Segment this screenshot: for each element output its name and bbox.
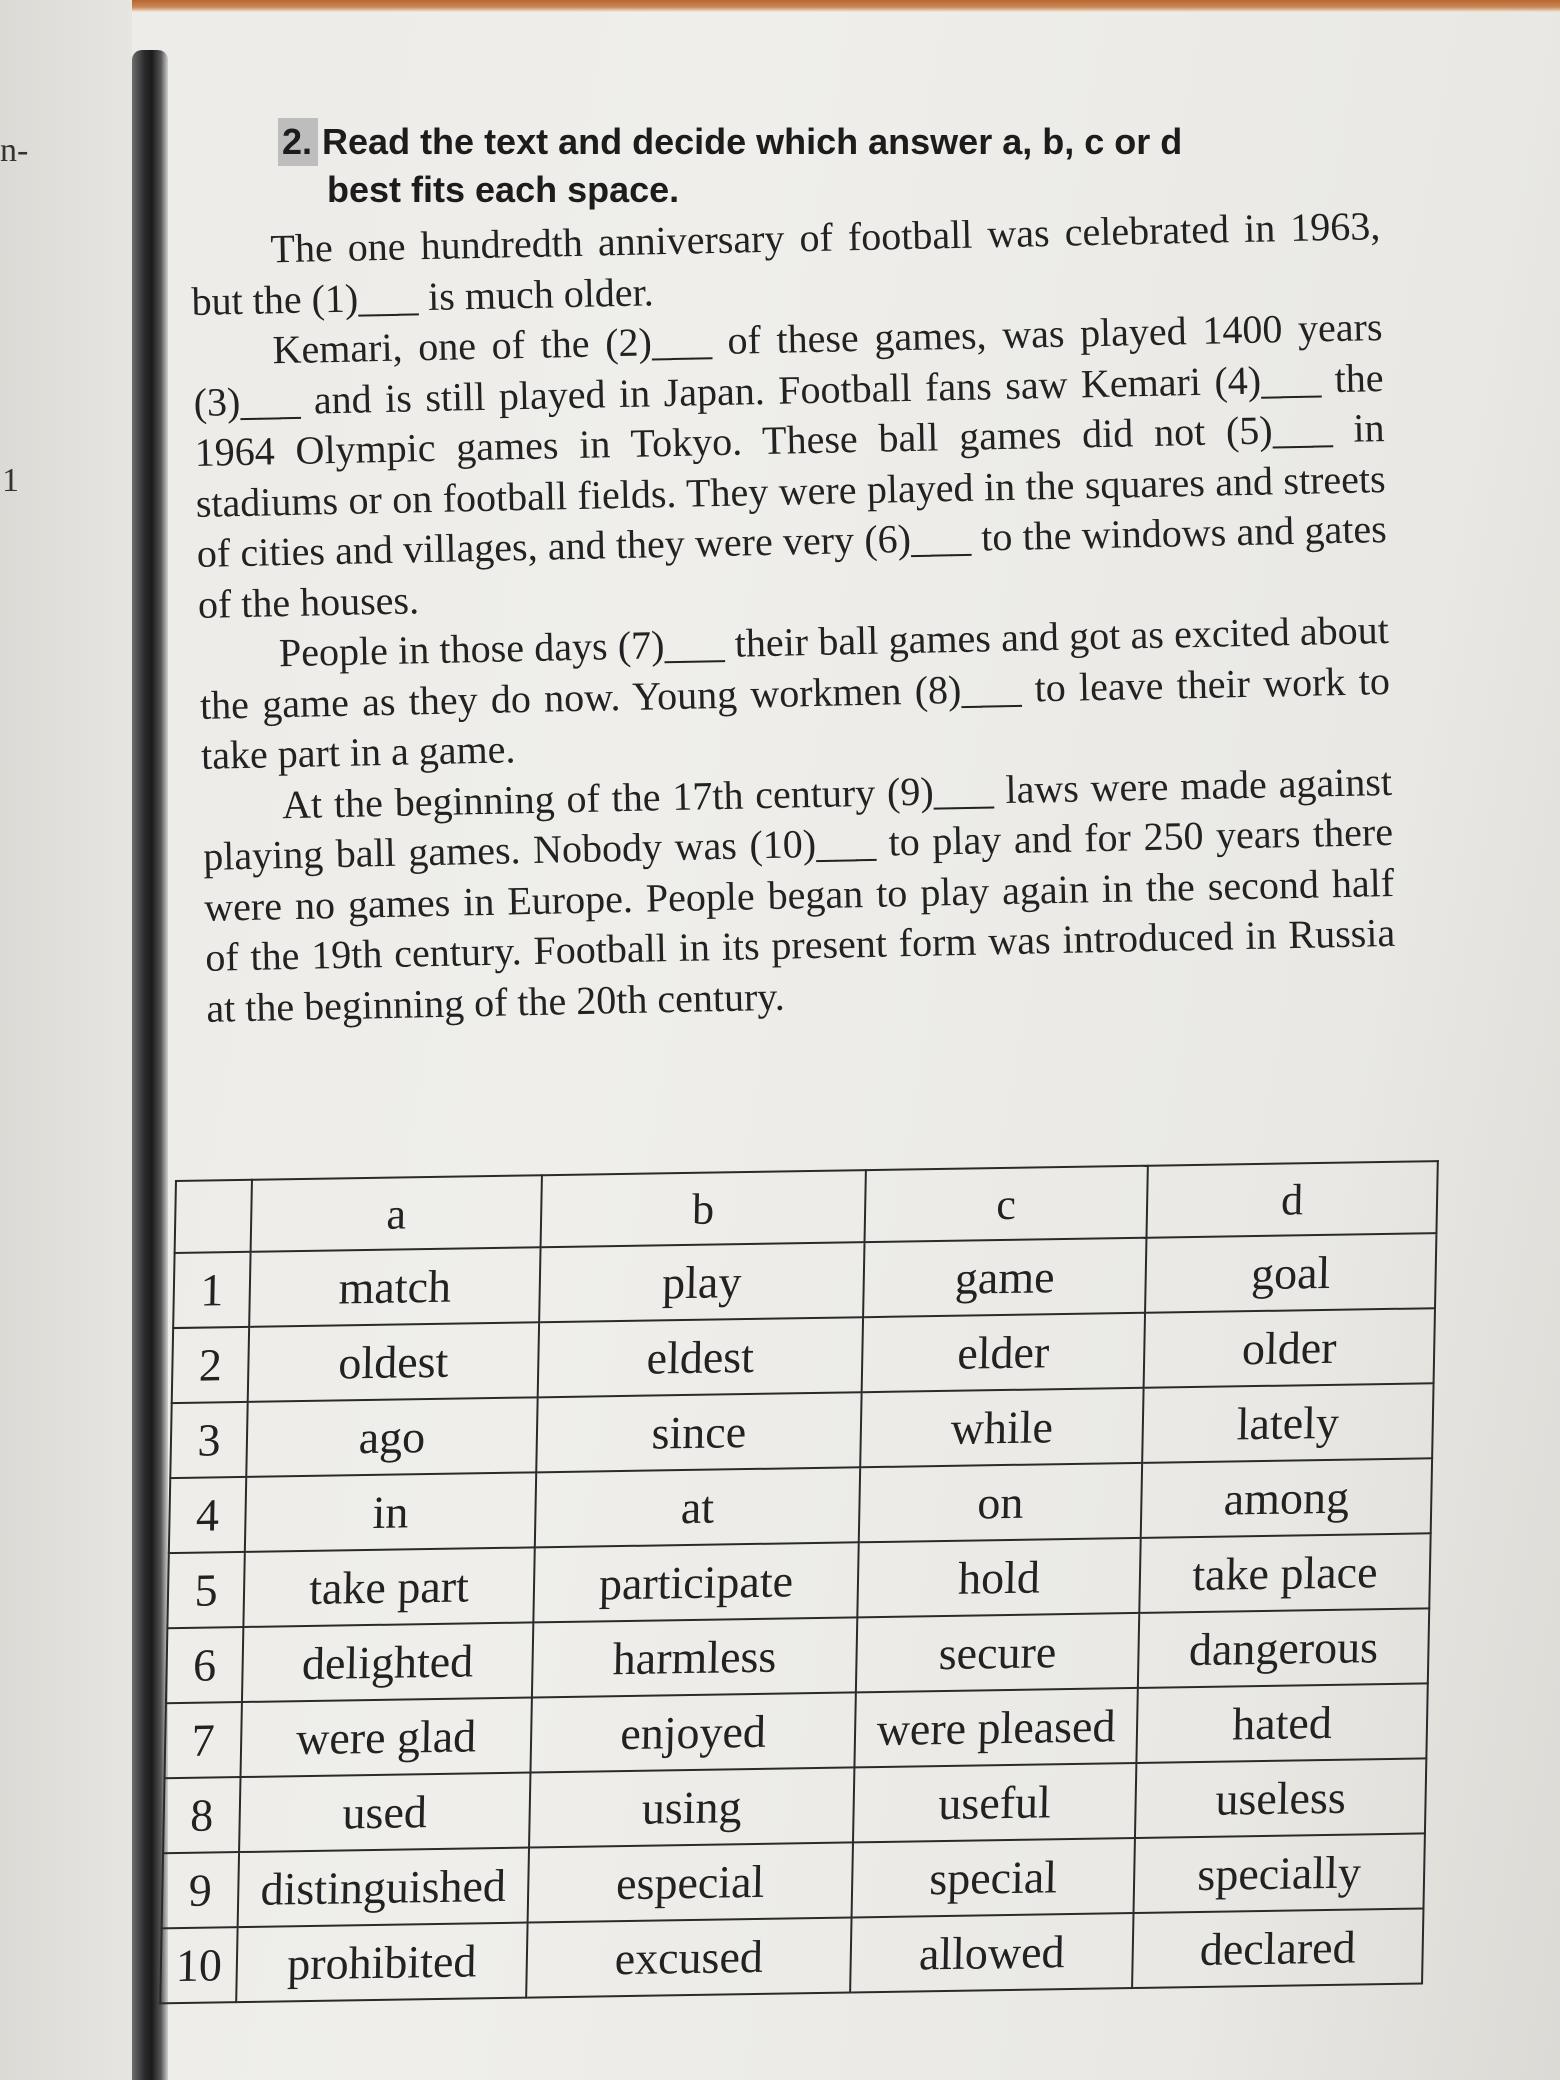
margin-text-top: n- bbox=[0, 132, 29, 169]
instruction-line-1: Read the text and decide which answer a, b, c or d bbox=[322, 121, 1183, 162]
header-cell-blank bbox=[175, 1180, 252, 1253]
passage-paragraph: People in those days (7)___ their ball games and got as excited about the game as they do now. Young workmen (8)___ to leave their work to take part in a game. bbox=[199, 606, 1391, 778]
answer-cell: were glad bbox=[241, 1697, 532, 1777]
item-number-cell: 4 bbox=[169, 1477, 246, 1553]
margin-text-mid: 1 bbox=[2, 462, 19, 499]
item-number-cell: 1 bbox=[173, 1252, 250, 1328]
answer-cell: eldest bbox=[538, 1317, 863, 1397]
answer-cell: take place bbox=[1139, 1533, 1430, 1613]
answer-cell: useless bbox=[1135, 1758, 1426, 1838]
answer-cell: allowed bbox=[850, 1913, 1133, 1992]
answer-cell: while bbox=[860, 1388, 1143, 1467]
exercise-number: 2. bbox=[278, 118, 318, 166]
instruction-line-2: best fits each space. bbox=[327, 169, 680, 210]
answer-cell: delighted bbox=[242, 1622, 533, 1702]
answer-cell: play bbox=[539, 1242, 864, 1322]
answer-cell: hated bbox=[1136, 1683, 1427, 1763]
answer-cell: lately bbox=[1142, 1383, 1433, 1463]
item-number-cell: 2 bbox=[172, 1327, 249, 1403]
answer-cell: elder bbox=[862, 1313, 1145, 1392]
answer-cell: among bbox=[1141, 1458, 1432, 1538]
answer-cell: special bbox=[852, 1838, 1135, 1917]
answer-cell: used bbox=[239, 1772, 530, 1852]
answer-cell: participate bbox=[533, 1542, 858, 1622]
passage-paragraph: The one hundredth anniversary of football was celebrated in 1963, but the (1)___ is much older. bbox=[191, 203, 1381, 324]
answer-cell: goal bbox=[1145, 1233, 1436, 1313]
reading-passage bbox=[190, 201, 1397, 1034]
passage-paragraph: At the beginning of the 17th century (9)___ laws were made against playing ball games. Nobody was (10)___ to play and for 250 years there were no games in Europe. People began to play again in the second half of the 19th century. Football in its present form was introduced in Russia at the beginning of the 20th century. bbox=[202, 758, 1396, 1031]
answer-cell: enjoyed bbox=[530, 1692, 855, 1772]
facing-page bbox=[0, 0, 132, 2080]
answer-cell: using bbox=[529, 1767, 854, 1847]
answer-cell: secure bbox=[856, 1613, 1139, 1692]
answer-cell: useful bbox=[853, 1763, 1136, 1842]
answer-options-table bbox=[159, 1160, 1439, 2004]
answer-cell: older bbox=[1144, 1308, 1435, 1388]
answer-cell: oldest bbox=[248, 1322, 539, 1402]
header-cell-option: c bbox=[865, 1166, 1148, 1242]
answer-cell: were pleased bbox=[854, 1688, 1137, 1767]
answer-cell: harmless bbox=[532, 1617, 857, 1697]
answer-cell: match bbox=[249, 1247, 540, 1327]
item-number-cell: 7 bbox=[165, 1702, 242, 1778]
answer-cell: excused bbox=[526, 1917, 851, 1997]
desk-edge bbox=[0, 0, 1560, 12]
answer-cell: ago bbox=[246, 1397, 537, 1477]
answer-cell: take part bbox=[243, 1547, 534, 1627]
answer-cell: dangerous bbox=[1138, 1608, 1429, 1688]
item-number-cell: 8 bbox=[163, 1777, 240, 1853]
item-number-cell: 6 bbox=[166, 1627, 243, 1703]
answer-cell: hold bbox=[857, 1538, 1140, 1617]
item-number-cell: 3 bbox=[170, 1402, 247, 1478]
item-number-cell: 10 bbox=[160, 1927, 237, 2003]
answer-cell: at bbox=[535, 1467, 860, 1547]
exercise-heading bbox=[278, 118, 1378, 214]
answer-cell: declared bbox=[1132, 1908, 1423, 1988]
answer-cell: game bbox=[863, 1238, 1146, 1317]
answer-cell: since bbox=[536, 1392, 861, 1472]
answer-cell: specially bbox=[1134, 1833, 1425, 1913]
header-cell-option: b bbox=[541, 1170, 866, 1247]
passage-paragraph: Kemari, one of the (2)___ of these games, was played 1400 years (3)___ and is still played in Japan. Football fans saw Kemari (4)___ the 1964 Olympic games in Tokyo. These ball games did not (5)___ in stadiums or on football fields. They were played in the squares and streets of cities and villages, and they were very (6)___ to the windows and gates of the houses. bbox=[193, 304, 1388, 627]
item-number-cell: 5 bbox=[167, 1552, 244, 1628]
answer-cell: distinguished bbox=[238, 1848, 529, 1928]
answer-cell: prohibited bbox=[236, 1923, 527, 2003]
item-number-cell: 9 bbox=[162, 1852, 239, 1928]
answer-cell: in bbox=[245, 1472, 536, 1552]
answer-cell: on bbox=[859, 1463, 1142, 1542]
answer-cell: especial bbox=[528, 1842, 853, 1922]
header-cell-option: d bbox=[1146, 1161, 1437, 1238]
header-cell-option: a bbox=[251, 1175, 542, 1252]
